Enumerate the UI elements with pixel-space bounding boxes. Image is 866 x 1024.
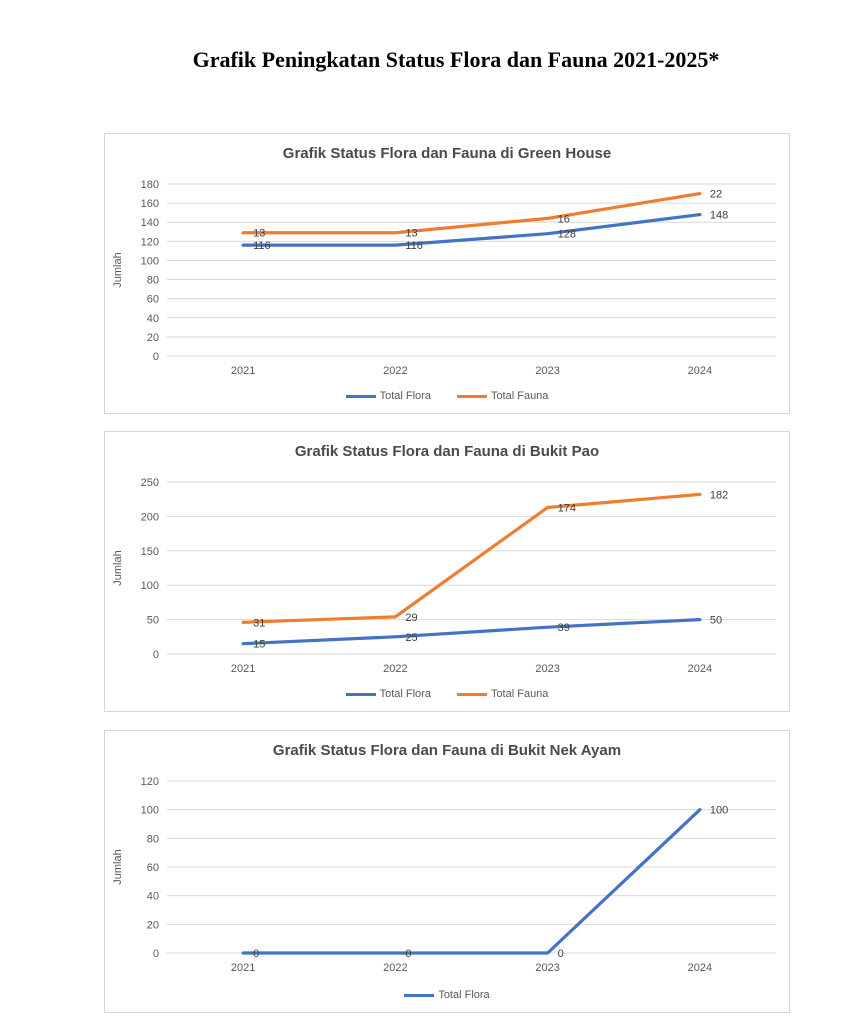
legend-item	[346, 390, 431, 402]
chart-title-bukit-pao: Grafik Status Flora dan Fauna di Bukit Pao	[294, 443, 600, 460]
svg-text:2022: 2022	[383, 365, 408, 377]
svg-text:2021: 2021	[230, 663, 256, 675]
svg-text:250: 250	[140, 477, 159, 489]
svg-text:31: 31	[253, 617, 266, 630]
svg-text:60: 60	[146, 293, 159, 306]
svg-text:116: 116	[405, 240, 423, 253]
svg-text:100: 100	[140, 255, 159, 268]
svg-text:116: 116	[253, 240, 271, 253]
svg-text:200: 200	[140, 511, 159, 524]
green-house-plot-area	[105, 134, 789, 413]
legend-line-swatch	[346, 693, 376, 696]
chart-panel-bukit-pao	[104, 431, 790, 712]
svg-text:128: 128	[557, 228, 576, 241]
svg-text:80: 80	[146, 274, 159, 287]
page-title: Grafik Peningkatan Status Flora dan Fauna 2021-2025*	[192, 46, 720, 72]
svg-text:40: 40	[146, 312, 159, 325]
svg-text:180: 180	[140, 179, 159, 191]
svg-text:0: 0	[557, 948, 564, 960]
svg-text:2024: 2024	[687, 365, 713, 377]
svg-text:100: 100	[140, 580, 159, 593]
legend-line-swatch	[457, 693, 487, 696]
legend-item	[346, 688, 431, 700]
svg-text:174: 174	[557, 502, 576, 515]
svg-text:100: 100	[140, 804, 159, 817]
svg-text:2021: 2021	[230, 365, 256, 377]
svg-text:120: 120	[140, 776, 159, 788]
legend-item	[457, 390, 548, 402]
legend-label: Total Flora	[379, 390, 431, 402]
svg-text:0: 0	[152, 948, 159, 960]
svg-text:22: 22	[709, 188, 723, 201]
svg-text:2024: 2024	[687, 663, 713, 675]
svg-text:39: 39	[557, 622, 570, 635]
svg-text:0: 0	[152, 649, 159, 661]
legend-line-swatch	[457, 395, 487, 398]
svg-text:20: 20	[146, 331, 159, 344]
bukit-nek-ayam-plot-area	[105, 731, 789, 1010]
svg-text:182: 182	[709, 489, 729, 502]
svg-text:40: 40	[146, 890, 159, 903]
legend-label: Total Fauna	[490, 688, 549, 700]
svg-text:Jumlah: Jumlah	[112, 252, 124, 288]
bukit-pao-plot-area	[105, 432, 789, 711]
chart-panel-green-house	[104, 133, 790, 414]
svg-text:2022: 2022	[383, 663, 408, 675]
svg-text:25: 25	[405, 631, 418, 644]
chart-title-green-house: Grafik Status Flora dan Fauna di Green House	[282, 145, 612, 162]
svg-text:50: 50	[709, 614, 723, 627]
svg-text:20: 20	[146, 919, 159, 932]
svg-text:Jumlah: Jumlah	[112, 550, 124, 586]
svg-text:160: 160	[140, 198, 159, 211]
legend-line-swatch	[404, 994, 434, 997]
svg-text:140: 140	[140, 217, 159, 230]
legend-bukit-pao	[105, 688, 789, 700]
svg-text:13: 13	[253, 227, 266, 240]
svg-text:13: 13	[405, 227, 418, 240]
svg-text:0: 0	[405, 948, 412, 960]
svg-text:150: 150	[140, 545, 159, 558]
svg-text:80: 80	[146, 833, 159, 846]
svg-text:2022: 2022	[383, 962, 408, 974]
legend-item	[404, 989, 489, 1001]
svg-text:2023: 2023	[535, 365, 560, 377]
svg-text:0: 0	[152, 351, 159, 363]
legend-line-swatch	[346, 395, 376, 398]
svg-text:2023: 2023	[535, 962, 560, 974]
svg-text:16: 16	[557, 213, 570, 226]
legend-label: Total Fauna	[490, 390, 549, 402]
svg-text:50: 50	[146, 614, 159, 627]
svg-text:2021: 2021	[230, 962, 256, 974]
svg-text:148: 148	[709, 209, 729, 222]
svg-text:2024: 2024	[687, 962, 713, 974]
chart-panel-bukit-nek-ayam	[104, 730, 790, 1013]
svg-text:Jumlah: Jumlah	[112, 849, 124, 885]
chart-title-bukit-nek-ayam: Grafik Status Flora dan Fauna di Bukit Nek Ayam	[272, 742, 622, 759]
svg-text:2023: 2023	[535, 663, 560, 675]
legend-bukit-nek-ayam	[105, 989, 789, 1001]
svg-text:120: 120	[140, 236, 159, 249]
svg-text:15: 15	[253, 638, 266, 651]
legend-item	[457, 688, 548, 700]
svg-text:60: 60	[146, 862, 159, 874]
svg-text:29: 29	[405, 611, 418, 624]
legend-green-house	[105, 390, 789, 402]
legend-label: Total Flora	[379, 688, 431, 700]
svg-text:0: 0	[253, 948, 260, 960]
legend-label: Total Flora	[438, 989, 490, 1001]
svg-text:100: 100	[709, 804, 729, 817]
